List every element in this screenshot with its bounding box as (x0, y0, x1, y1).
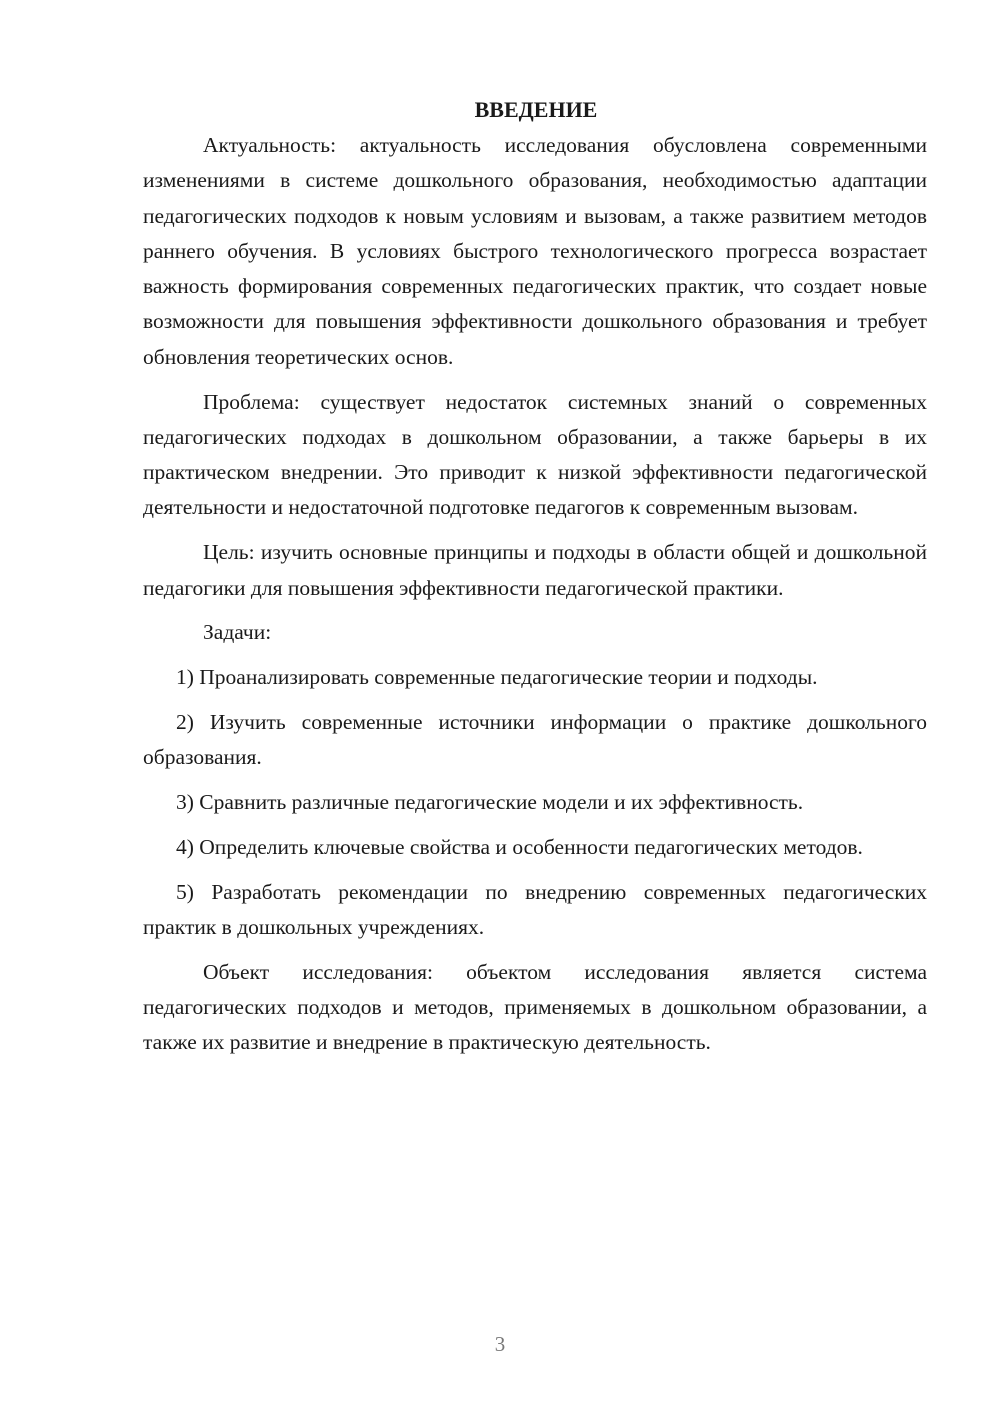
task-item-2: 2) Изучить современные источники информации о практике дошкольного образования. (143, 709, 927, 770)
task-item-5: 5) Разработать рекомендации по внедрению современных педагогических практик в дошкольных учреждениях. (143, 879, 927, 939)
section-title: ВВЕДЕНИЕ (474, 97, 598, 122)
paragraph-object: Объект исследования: объектом исследования является система педагогических подходов и методов, применяемых в дошкольном образовании, а также их развитие и внедрение в практическую деятельность. (143, 959, 927, 1055)
document-page (143, 92, 927, 1061)
tasks-heading: Задачи: (203, 620, 272, 645)
paragraph-relevance: Актуальность: актуальность исследования обусловлена современными изменениями в системе дошкольного образования, необходимостью адаптации педагогических подходов к новым условиям и вызовам, а также развитием методов раннего обучения. В условиях быстрого технологического прогресса возрастает важность формирования современных педагогических практик, что создает новые возможности для повышения эффективности дошкольного образования и требует обновления теоретических основ. (143, 133, 927, 369)
task-item-3: 3) Сравнить различные педагогические модели и их эффективность. (176, 790, 804, 815)
task-item-4: 4) Определить ключевые свойства и особенности педагогических методов. (176, 834, 863, 859)
task-item-1: 1) Проанализировать современные педагогические теории и подходы. (176, 665, 818, 690)
paragraph-goal: Цель: изучить основные принципы и подходы в области общей и дошкольной педагогики для повышения эффективности педагогической практики. (143, 540, 927, 600)
page-number: 3 (494, 1332, 506, 1356)
paragraph-problem: Проблема: существует недостаток системных знаний о современных педагогических подходах в дошкольном образовании, а также барьеры в их практическом внедрении. Это приводит к низкой эффективности педагогической деятельности и недостаточной подготовке педагогов к современным вызовам. (143, 389, 927, 520)
